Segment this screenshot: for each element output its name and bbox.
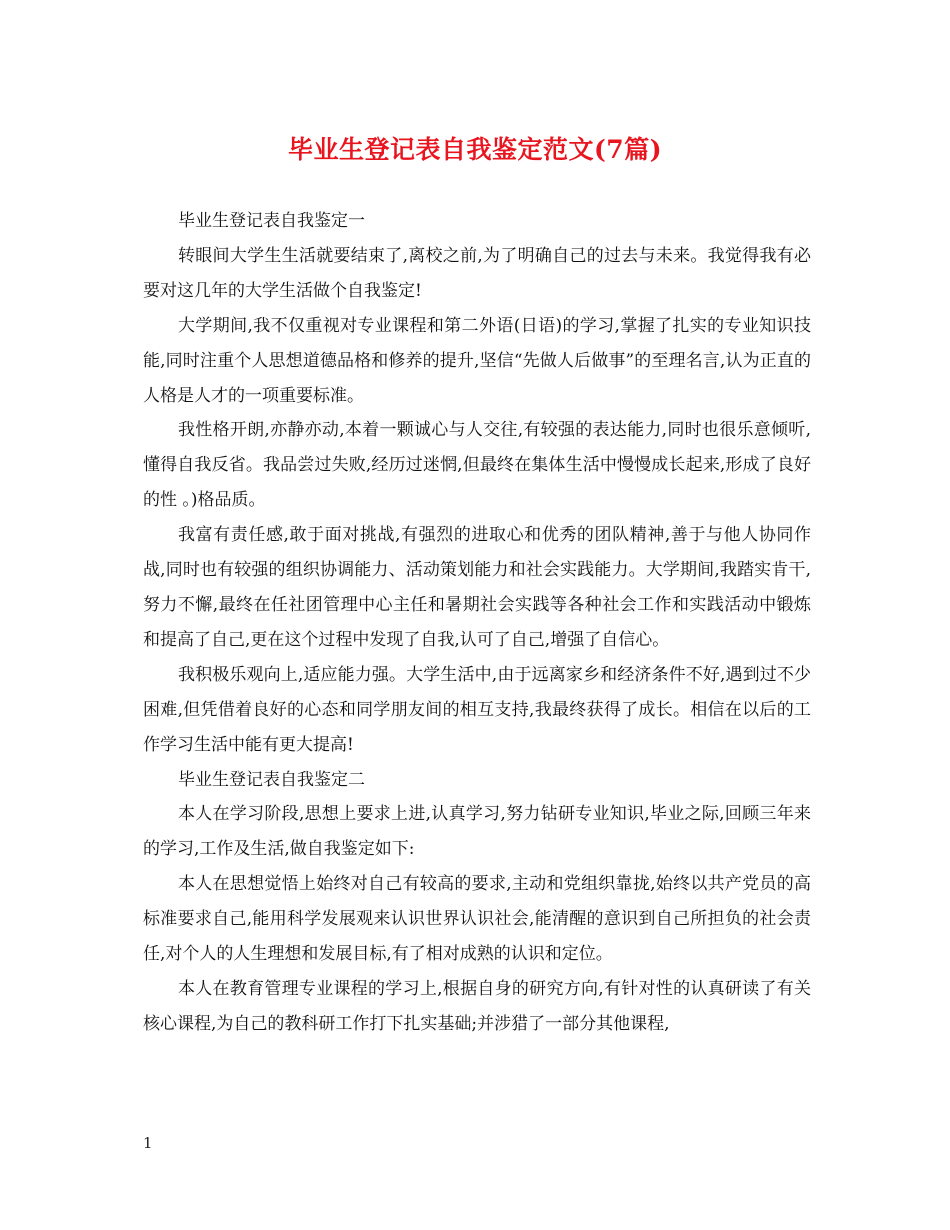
paragraph: 本人在教育管理专业课程的学习上,根据自身的研究方向,有针对性的认真研读了有关核心课程,为自己的教科研工作打下扎实基础;并涉猎了一部分其他课程, [143,978,811,1034]
page-number: 1 [143,1134,153,1152]
paragraph: 我富有责任感,敢于面对挑战,有强烈的进取心和优秀的团队精神,善于与他人协同作战,同时也有较强的组织协调能力、活动策划能力和社会实践能力。大学期间,我踏实肯干,努力不懈,最终在任社团管理中心主任和暑期社会实践等各种社会工作和实践活动中锻炼和提高了自己,更在这个过程中发现了自我,认可了自己,增强了自信心。 [143,525,811,650]
section-heading: 毕业生登记表自我鉴定一 [178,211,365,231]
paragraph: 我性格开朗,亦静亦动,本着一颗诚心与人交往,有较强的表达能力,同时也很乐意倾听,懂得自我反省。我品尝过失败,经历过迷惘,但最终在集体生活中慢慢成长起来,形成了良好的性 。)格品质。 [143,420,811,511]
paragraph: 转眼间大学生生活就要结束了,离校之前,为了明确自己的过去与未来。我觉得我有必要对这几年的大学生活做个自我鉴定! [143,245,811,301]
section-heading: 毕业生登记表自我鉴定二 [178,769,365,790]
paragraph: 本人在思想觉悟上始终对自己有较高的要求,主动和党组织靠拢,始终以共产党员的高标准要求自己,能用科学发展观来认识世界认识社会,能清醒的意识到自己所担负的社会责任,对个人的人生理想和发展目标,有了相对成熟的认识和定位。 [143,874,811,965]
document-title: 毕业生登记表自我鉴定范文(7篇) [287,135,663,164]
paragraph: 本人在学习阶段,思想上要求上进,认真学习,努力钻研专业知识,毕业之际,回顾三年来的学习,工作及生活,做自我鉴定如下: [143,804,811,860]
paragraph: 我积极乐观向上,适应能力强。大学生活中,由于远离家乡和经济条件不好,遇到过不少困难,但凭借着良好的心态和同学朋友间的相互支持,我最终获得了成长。相信在以后的工作学习生活中能有更大提高! [143,664,811,755]
paragraph: 大学期间,我不仅重视对专业课程和第二外语(日语)的学习,掌握了扎实的专业知识技能,同时注重个人思想道德品格和修养的提升,坚信“先做人后做事”的至理名言,认为正直的人格是人才的一项重要标准。 [143,315,811,406]
document-body [143,204,811,1042]
